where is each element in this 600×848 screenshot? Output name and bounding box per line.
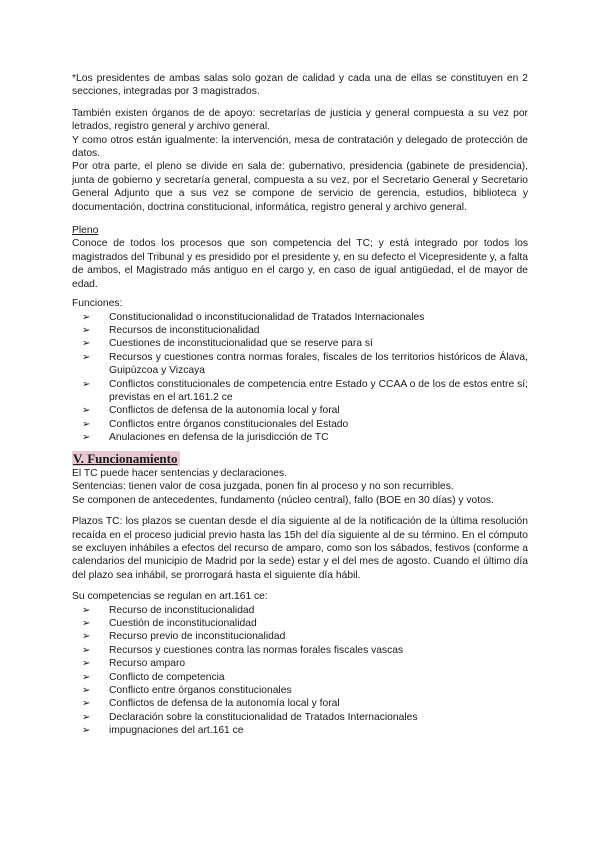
list-item — [72, 324, 528, 337]
list-item — [72, 711, 528, 724]
list-item — [72, 657, 528, 670]
list-item — [72, 351, 528, 378]
list-item-text: Conflictos de defensa de la autonomía local y foral — [109, 698, 340, 710]
arrow-bullet-icon: ➢ — [82, 698, 91, 710]
arrow-bullet-icon: ➢ — [82, 658, 91, 670]
list-item-text: Conflictos entre órganos constitucionales del Estado — [109, 418, 349, 430]
arrow-bullet-icon: ➢ — [82, 604, 91, 616]
arrow-bullet-icon: ➢ — [82, 725, 91, 737]
paragraph: También existen órganos de de apoyo: secretarías de justicia y general compuesta a su vez por letrados, registro general y archivo general. — [72, 107, 528, 133]
arrow-bullet-icon: ➢ — [82, 405, 91, 417]
arrow-bullet-icon: ➢ — [82, 644, 91, 656]
arrow-bullet-icon: ➢ — [82, 338, 91, 350]
list-item — [72, 404, 528, 417]
list-item — [72, 684, 528, 697]
competencias-label: Su competencias se regulan en art.161 ce: — [72, 591, 268, 603]
list-item — [72, 724, 528, 737]
section-title: V. Funcionamiento — [73, 450, 178, 466]
list-item-text: Constitucionalidad o inconstitucionalidad de Tratados Internacionales — [109, 311, 425, 323]
list-item-text: Recursos de inconstitucionalidad — [109, 324, 260, 336]
list-item-text: Cuestiones de inconstitucionalidad que se reserve para sí — [109, 338, 373, 350]
arrow-bullet-icon: ➢ — [82, 711, 91, 723]
list-item-text: impugnaciones del art.161 ce — [109, 725, 244, 737]
arrow-bullet-icon: ➢ — [82, 311, 91, 323]
document-body — [72, 72, 528, 738]
list-item — [72, 697, 528, 710]
list-item-text: Recursos y cuestiones contra las normas forales fiscales vascas — [109, 644, 404, 656]
list-item — [72, 378, 528, 405]
list-item — [72, 617, 528, 630]
list-item-text: Conflicto entre órganos constitucionales — [109, 685, 292, 697]
list-item-text: Anulaciones en defensa de la jurisdicción de TC — [109, 432, 329, 444]
arrow-bullet-icon: ➢ — [82, 351, 91, 363]
list-item-text: Recursos y cuestiones contra normas forales, fiscales de los territorios históricos de Álava, Guipúzcoa y Vizcaya — [109, 351, 528, 377]
list-item — [72, 604, 528, 617]
paragraph: Por otra parte, el pleno se divide en sala de: gubernativo, presidencia (gabinete de presidencia), junta de gobierno y secretaría general, compuesta a su vez, por el Secretario General y Secretario General Adjunto que a sus vez se compone de servicio de gerencia, estudios, biblioteca y documentación, doctrina constitucional, informática, registro general y archivo general. — [72, 161, 528, 213]
list-item-text: Declaración sobre la constitucionalidad de Tratados Internacionales — [109, 711, 418, 723]
arrow-bullet-icon: ➢ — [82, 618, 91, 630]
list-item — [72, 630, 528, 643]
list-item-text: Recurso amparo — [109, 658, 186, 670]
arrow-bullet-icon: ➢ — [82, 418, 91, 430]
list-item — [72, 337, 528, 350]
list-item-text: Conflictos constitucionales de competencia entre Estado y CCAA o de los de estos entre sí; previstas en el art.161.2 ce — [109, 378, 528, 403]
pleno-paragraph: Conoce de todos los procesos que son competencia del TC; y está integrado por todos los magistrados del Tribunal y es presidido por el presidente y, en su defecto el Vicepresidente y, a falta de ambos, el Magistrado más antiguo en el cargo y, en caso de igual antigüedad, el de mayor de edad. — [72, 238, 528, 290]
pleno-heading: Pleno — [72, 225, 99, 237]
support-organs-block — [72, 107, 528, 214]
plazos-paragraph: Plazos TC: los plazos se cuentan desde el día siguiente al de la notificación de la última resolución recaída en el proceso judicial previo hasta las 15h del día siguiente al de su término. En el cómputo se excluyen inhábiles a efectos del recurso de amparo, como son los sábados, festivos (conforme a calendarios del municipio de Madrid por la sede) estar y el del mes de agosto. Cuando el último día del plazo sea inhábil, se prorrogará hasta el siguiente día hábil. — [72, 516, 528, 581]
funcionamiento-line: Se componen de antecedentes, fundamento (núcleo central), fallo (BOE en 30 días) y votos. — [72, 494, 494, 506]
list-item-text: Conflictos de defensa de la autonomía local y foral — [109, 405, 340, 417]
funcionamiento-line: Sentencias: tienen valor de cosa juzgada, ponen fin al proceso y no son recurribles. — [72, 481, 454, 493]
list-item — [72, 431, 528, 444]
list-item — [72, 311, 528, 324]
list-item — [72, 644, 528, 657]
arrow-bullet-icon: ➢ — [82, 631, 91, 643]
competencias-list — [72, 604, 528, 738]
presidents-note: *Los presidentes de ambas salas solo gozan de calidad y cada una de ellas se constituyen en 2 secciones, integradas por 3 magistrados. — [72, 73, 528, 98]
list-item-text: Cuestión de inconstitucionalidad — [109, 618, 257, 630]
arrow-bullet-icon: ➢ — [82, 324, 91, 336]
paragraph: Y como otros están igualmente: la intervención, mesa de contratación y delegado de protección de datos. — [72, 134, 528, 160]
funcionamiento-line: El TC puede hacer sentencias y declaraciones. — [72, 467, 288, 479]
list-item-text: Recurso de inconstitucionalidad — [109, 604, 255, 616]
arrow-bullet-icon: ➢ — [82, 378, 91, 390]
list-item-text: Recurso previo de inconstitucionalidad — [109, 631, 286, 643]
arrow-bullet-icon: ➢ — [82, 685, 91, 697]
arrow-bullet-icon: ➢ — [82, 432, 91, 444]
list-item — [72, 418, 528, 431]
funciones-label: Funciones: — [72, 298, 123, 310]
list-item — [72, 671, 528, 684]
funciones-list — [72, 311, 528, 445]
list-item-text: Conflicto de competencia — [109, 671, 225, 683]
arrow-bullet-icon: ➢ — [82, 671, 91, 683]
